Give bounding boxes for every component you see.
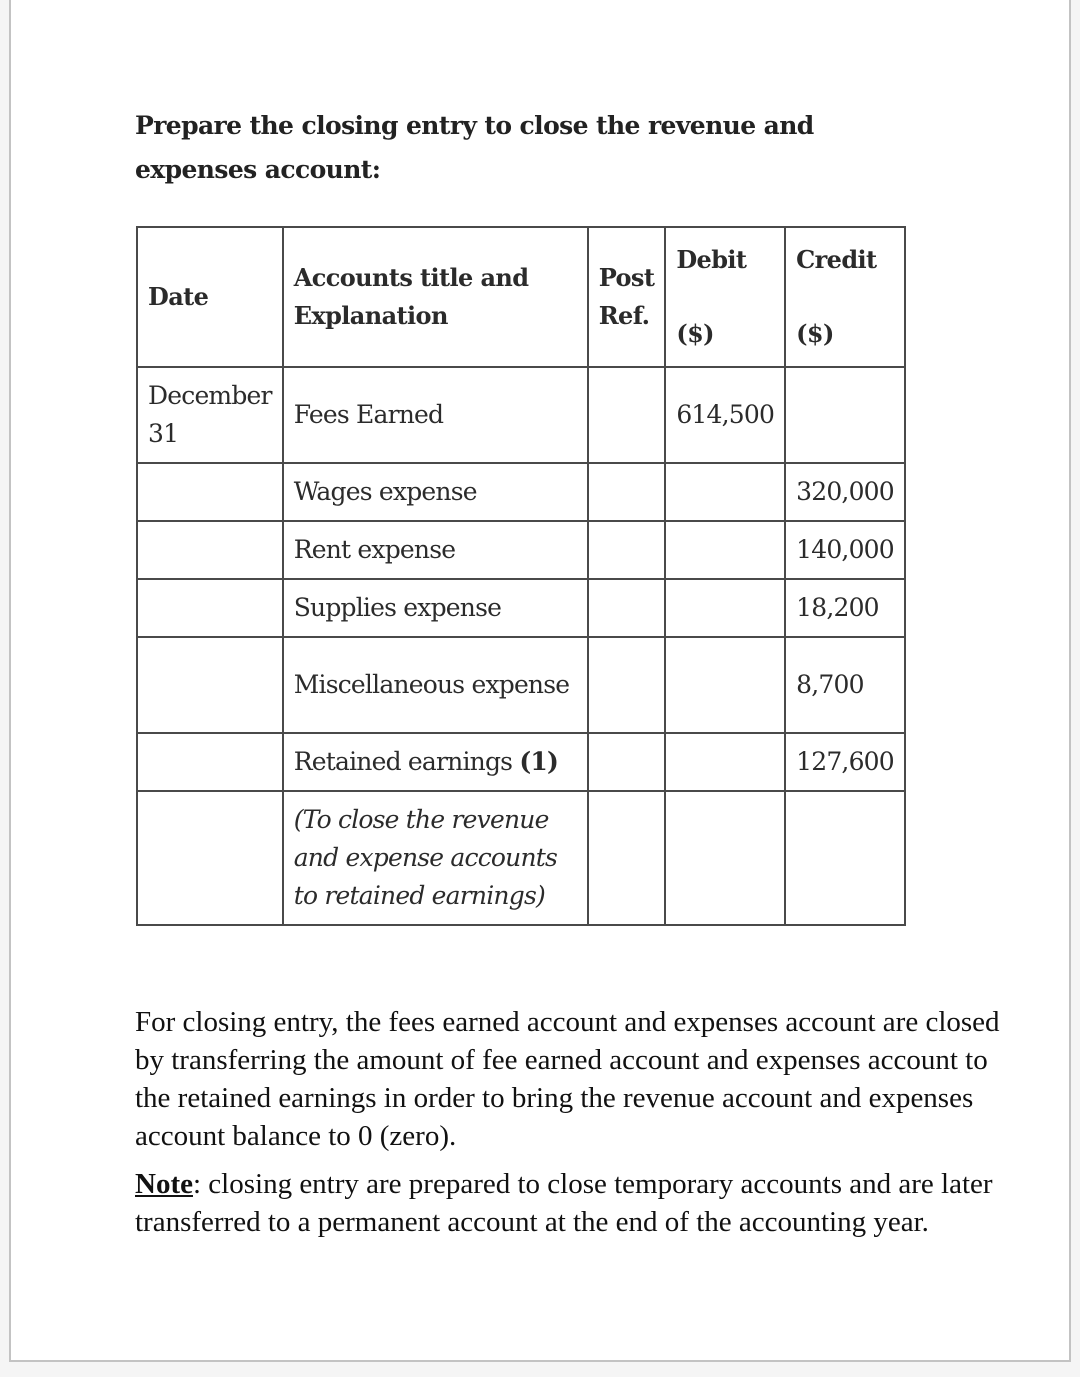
- table-row: [137, 463, 905, 521]
- cell-post-ref: [588, 367, 666, 463]
- cell-date: [137, 521, 283, 579]
- cell-credit: 8,700: [785, 637, 905, 733]
- cell-credit: [785, 791, 905, 925]
- note-text: : closing entry are prepared to close temporary accounts and are later transferred to a permanent account at the end of the accounting year.: [135, 1168, 993, 1238]
- table-header-row: [137, 227, 905, 367]
- cell-credit: 18,200: [785, 579, 905, 637]
- cell-debit: [665, 733, 785, 791]
- header-credit-label: Credit: [796, 245, 877, 274]
- header-post-ref: Post Ref.: [588, 227, 666, 367]
- cell-debit: [665, 579, 785, 637]
- note-paragraph: [135, 1165, 1015, 1241]
- cell-date: [137, 733, 283, 791]
- cell-date: [137, 579, 283, 637]
- table-row: [137, 791, 905, 925]
- cell-explanation: (To close the revenue and expense accounts to retained earnings): [283, 791, 588, 925]
- table-row: [137, 637, 905, 733]
- page-heading: Prepare the closing entry to close the revenue and expenses account:: [135, 111, 814, 184]
- cell-date: December 31: [137, 367, 283, 463]
- table-row: [137, 367, 905, 463]
- cell-account: Miscellaneous expense: [283, 637, 588, 733]
- cell-credit: 320,000: [785, 463, 905, 521]
- cell-account: [283, 733, 588, 791]
- table-row: [137, 521, 905, 579]
- cell-post-ref: [588, 791, 666, 925]
- note-label: Note: [135, 1168, 193, 1200]
- table-row: [137, 733, 905, 791]
- cell-debit: [665, 637, 785, 733]
- cell-credit: [785, 367, 905, 463]
- journal-entry-table: [136, 226, 906, 926]
- cell-post-ref: [588, 733, 666, 791]
- cell-account: Rent expense: [283, 521, 588, 579]
- header-credit-unit: ($): [796, 319, 834, 348]
- table-row: [137, 579, 905, 637]
- cell-post-ref: [588, 637, 666, 733]
- cell-post-ref: [588, 463, 666, 521]
- cell-date: [137, 791, 283, 925]
- cell-credit: 140,000: [785, 521, 905, 579]
- cell-account: Wages expense: [283, 463, 588, 521]
- cell-credit: 127,600: [785, 733, 905, 791]
- cell-date: [137, 463, 283, 521]
- cell-account: Supplies expense: [283, 579, 588, 637]
- cell-post-ref: [588, 521, 666, 579]
- header-date: Date: [137, 227, 283, 367]
- cell-debit: [665, 463, 785, 521]
- header-account: Accounts title and Explanation: [283, 227, 588, 367]
- cell-debit: 614,500: [665, 367, 785, 463]
- cell-debit: [665, 521, 785, 579]
- header-debit-unit: ($): [676, 319, 714, 348]
- footnote-marker: (1): [519, 747, 559, 776]
- cell-post-ref: [588, 579, 666, 637]
- header-debit-label: Debit: [676, 245, 747, 274]
- header-credit: [785, 227, 905, 367]
- cell-debit: [665, 791, 785, 925]
- explanation-paragraph: For closing entry, the fees earned account and expenses account are closed by transferring the amount of fee earned account and expenses account to the retained earnings in order to bring the revenue account and expenses account balance to 0 (zero).: [135, 1006, 1000, 1152]
- account-name: Retained earnings: [293, 747, 513, 776]
- cell-date: [137, 637, 283, 733]
- header-debit: [665, 227, 785, 367]
- cell-account: Fees Earned: [283, 367, 588, 463]
